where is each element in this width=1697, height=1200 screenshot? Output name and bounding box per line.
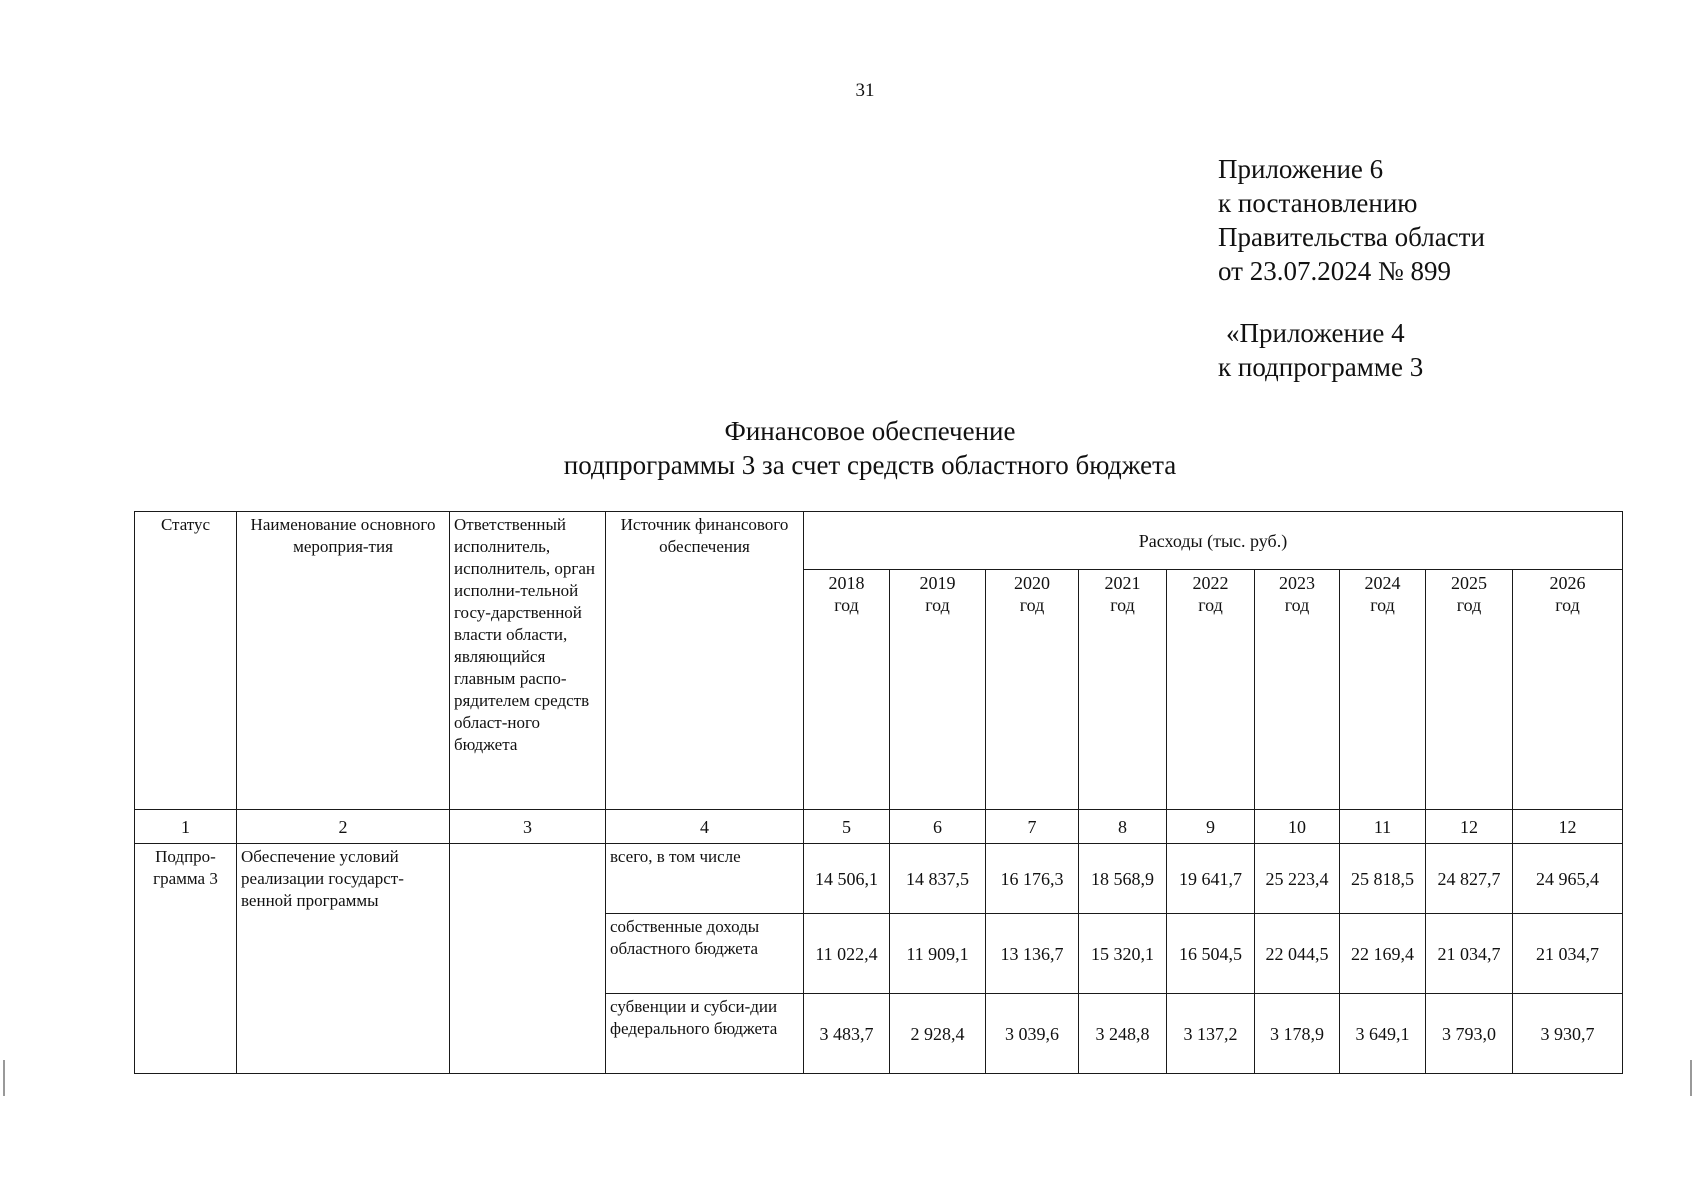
title-line-2: подпрограммы 3 за счет средств областного бюджета <box>563 450 1177 480</box>
title-line-1: Финансовое обеспечение <box>724 416 1016 446</box>
value-cell: 3 178,9 <box>1255 994 1340 1074</box>
value-cell: 3 649,1 <box>1340 994 1426 1074</box>
value-cell: 16 504,5 <box>1167 914 1255 994</box>
value-cell: 22 169,4 <box>1340 914 1426 994</box>
column-number: 4 <box>606 810 804 844</box>
header-executor: Ответственный исполнитель, исполнитель, орган исполни-тельной госу-дарственной власти области, являющийся главным распо-рядителем средств област-ного бюджета <box>450 512 606 810</box>
executor-cell <box>450 844 606 1074</box>
value-cell: 24 965,4 <box>1513 844 1623 914</box>
year-header: 2022 год <box>1167 570 1255 810</box>
year-header: 2018 год <box>804 570 890 810</box>
document-title <box>430 414 1310 482</box>
year-header: 2019 год <box>890 570 986 810</box>
source-cell: всего, в том числе <box>606 844 804 914</box>
column-number: 5 <box>804 810 890 844</box>
column-number: 11 <box>1340 810 1426 844</box>
appendix-line: от 23.07.2024 № 899 <box>1218 256 1451 286</box>
value-cell: 2 928,4 <box>890 994 986 1074</box>
year-header: 2021 год <box>1079 570 1167 810</box>
column-number: 9 <box>1167 810 1255 844</box>
appendix-quote-line: к подпрограмме 3 <box>1218 352 1424 382</box>
appendix-quote-line: «Приложение 4 <box>1226 318 1405 348</box>
value-cell: 3 483,7 <box>804 994 890 1074</box>
column-number: 12 <box>1513 810 1623 844</box>
financing-table <box>134 511 1623 1074</box>
value-cell: 14 837,5 <box>890 844 986 914</box>
value-cell: 3 039,6 <box>986 994 1079 1074</box>
scan-mark-right <box>1690 1060 1692 1096</box>
value-cell: 18 568,9 <box>1079 844 1167 914</box>
activity-name-cell: Обеспечение условий реализации государст-венной программы <box>237 844 450 1074</box>
year-header: 2025 год <box>1426 570 1513 810</box>
value-cell: 3 793,0 <box>1426 994 1513 1074</box>
value-cell: 22 044,5 <box>1255 914 1340 994</box>
value-cell: 3 248,8 <box>1079 994 1167 1074</box>
header-source: Источник финансового обеспечения <box>606 512 804 810</box>
column-number: 6 <box>890 810 986 844</box>
value-cell: 25 223,4 <box>1255 844 1340 914</box>
column-number: 2 <box>237 810 450 844</box>
year-header: 2024 год <box>1340 570 1426 810</box>
value-cell: 11 022,4 <box>804 914 890 994</box>
value-cell: 16 176,3 <box>986 844 1079 914</box>
column-number: 10 <box>1255 810 1340 844</box>
header-expenses: Расходы (тыс. руб.) <box>804 512 1623 570</box>
value-cell: 14 506,1 <box>804 844 890 914</box>
status-cell: Подпро-грамма 3 <box>135 844 237 1074</box>
column-number: 7 <box>986 810 1079 844</box>
page-number: 31 <box>855 80 875 101</box>
year-header: 2026 год <box>1513 570 1623 810</box>
table-row <box>135 844 1623 914</box>
scan-mark-left <box>3 1060 5 1096</box>
header-status: Статус <box>135 512 237 810</box>
source-cell: собственные доходы областного бюджета <box>606 914 804 994</box>
value-cell: 21 034,7 <box>1426 914 1513 994</box>
appendix-block <box>1218 152 1485 384</box>
value-cell: 3 930,7 <box>1513 994 1623 1074</box>
header-name: Наименование основного мероприя-тия <box>237 512 450 810</box>
appendix-line: Правительства области <box>1218 222 1485 252</box>
value-cell: 19 641,7 <box>1167 844 1255 914</box>
source-cell: субвенции и субси-дии федерального бюджета <box>606 994 804 1074</box>
value-cell: 11 909,1 <box>890 914 986 994</box>
year-header: 2023 год <box>1255 570 1340 810</box>
year-header: 2020 год <box>986 570 1079 810</box>
appendix-line: Приложение 6 <box>1218 154 1384 184</box>
column-number: 8 <box>1079 810 1167 844</box>
column-number: 1 <box>135 810 237 844</box>
value-cell: 21 034,7 <box>1513 914 1623 994</box>
value-cell: 15 320,1 <box>1079 914 1167 994</box>
value-cell: 24 827,7 <box>1426 844 1513 914</box>
column-number-row <box>135 810 1623 844</box>
value-cell: 13 136,7 <box>986 914 1079 994</box>
appendix-line: к постановлению <box>1218 188 1418 218</box>
value-cell: 25 818,5 <box>1340 844 1426 914</box>
column-number: 12 <box>1426 810 1513 844</box>
value-cell: 3 137,2 <box>1167 994 1255 1074</box>
column-number: 3 <box>450 810 606 844</box>
